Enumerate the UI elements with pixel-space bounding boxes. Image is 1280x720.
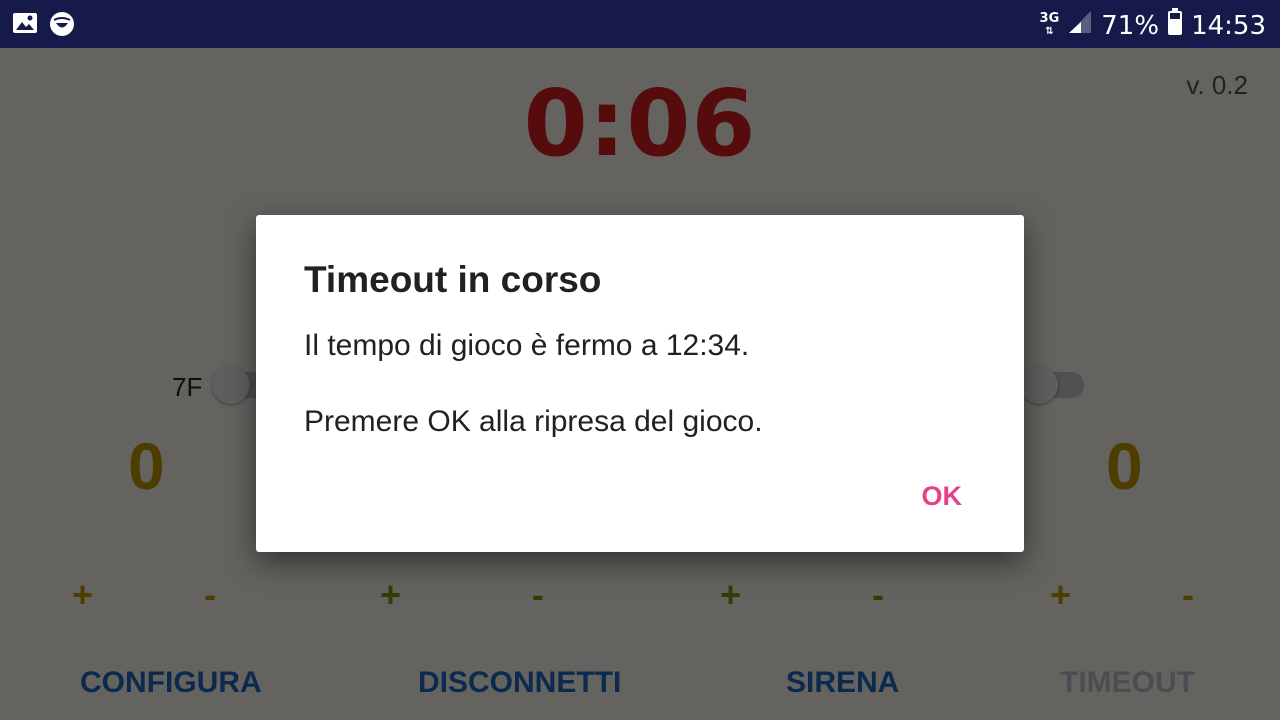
image-icon [12, 10, 38, 43]
status-bar-system [1040, 8, 1266, 43]
dialog-title: Timeout in corso [304, 259, 602, 300]
status-bar-notifications [12, 10, 76, 43]
network-type-indicator: 3G ⇅ [1039, 11, 1060, 37]
dialog-message [304, 327, 984, 441]
ok-button[interactable]: OK [921, 481, 962, 511]
battery-percent: 71% [1101, 10, 1160, 41]
status-clock: 14:53 [1191, 10, 1266, 41]
status-bar [0, 0, 1280, 48]
timeout-dialog [256, 215, 1024, 552]
dialog-message-line: Il tempo di gioco è fermo a 12:34. [304, 329, 750, 362]
smiley-icon [48, 10, 76, 43]
dialog-message-line: Premere OK alla ripresa del gioco. [304, 405, 763, 438]
signal-icon [1067, 9, 1093, 42]
battery-icon [1167, 8, 1183, 43]
